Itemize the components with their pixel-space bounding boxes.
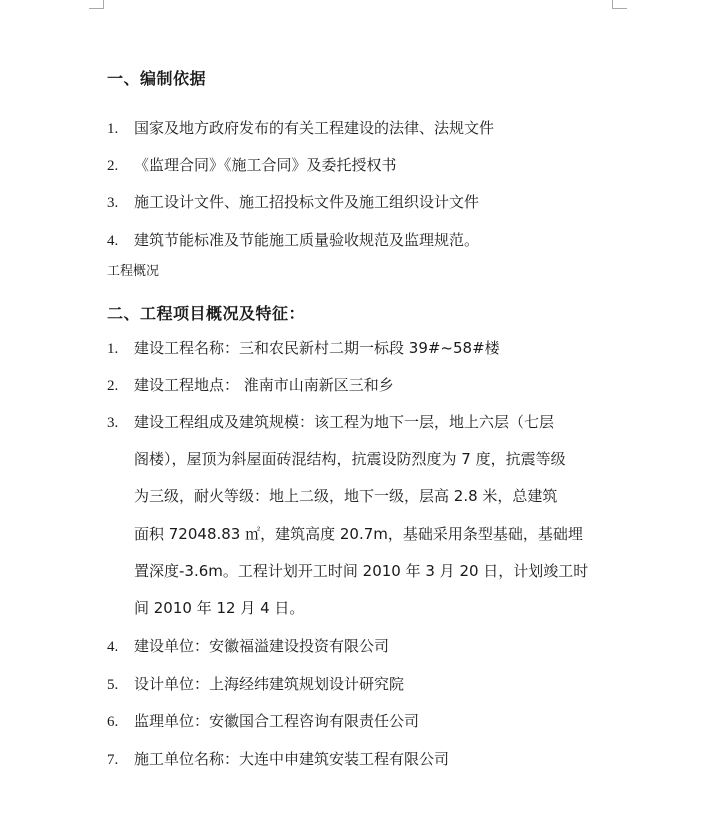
list-number: 3. [107, 415, 119, 431]
list-text: 设计单位：上海经纬建筑规划设计研究院 [134, 675, 405, 693]
list-text-continuation: 阁楼），屋顶为斜屋面砖混结构，抗震设防烈度为 7 度，抗震等级 [134, 450, 566, 468]
list-text: 建设工程名称：三和农民新村二期一标段 39#~58#楼 [134, 339, 500, 357]
list-item [107, 749, 449, 770]
list-text: 施工单位名称：大连中申建筑安装工程有限公司 [134, 750, 450, 768]
list-text-continuation: 间 2010 年 12 月 4 日。 [134, 599, 305, 617]
list-text: 建筑节能标准及节能施工质量验收规范及监理规范。 [134, 231, 480, 249]
list-number: 5. [107, 677, 119, 693]
list-text: 施工设计文件、施工招投标文件及施工组织设计文件 [134, 193, 480, 211]
list-number: 2. [107, 378, 119, 394]
list-text: 《监理合同》《施工合同》及委托授权书 [134, 156, 397, 174]
list-text: 建设工程地点： 淮南市山南新区三和乡 [134, 376, 394, 394]
page-corner-mark-right [612, 0, 627, 9]
project-overview-note: 工程概况 [107, 264, 160, 279]
list-item [107, 674, 404, 695]
list-item [107, 230, 479, 251]
list-number: 7. [107, 752, 119, 768]
list-number: 4. [107, 233, 119, 249]
list-number: 1. [107, 341, 119, 357]
list-item [107, 412, 554, 433]
list-number: 6. [107, 714, 119, 730]
list-item [107, 711, 419, 732]
section1-heading: 一、编制依据 [107, 69, 207, 88]
list-number: 4. [107, 639, 119, 655]
section2-heading: 二、工程项目概况及特征： [107, 304, 306, 323]
list-item [107, 192, 479, 213]
page-corner-mark-left [89, 0, 104, 9]
list-text: 国家及地方政府发布的有关工程建设的法律、法规文件 [134, 119, 495, 137]
list-text-continuation: 面积 72048.83 ㎡，建筑高度 20.7m，基础采用条型基础，基础埋 [134, 525, 583, 543]
list-text-continuation: 置深度-3.6m。工程计划开工时间 2010 年 3 月 20 日，计划竣工时 [134, 562, 589, 580]
list-item [107, 155, 397, 176]
list-number: 1. [107, 121, 119, 137]
list-number: 2. [107, 158, 119, 174]
list-text-continuation: 为三级，耐火等级：地上二级，地下一级，层高 2.8 米，总建筑 [134, 487, 558, 505]
list-text: 建设工程组成及建筑规模：该工程为地下一层，地上六层（七层 [134, 413, 555, 431]
list-item [107, 118, 494, 139]
list-item [107, 338, 500, 359]
list-text: 监理单位：安徽国合工程咨询有限责任公司 [134, 712, 420, 730]
list-text: 建设单位：安徽福溢建设投资有限公司 [134, 637, 390, 655]
list-item [107, 636, 389, 657]
list-item [107, 375, 394, 396]
list-number: 3. [107, 195, 119, 211]
